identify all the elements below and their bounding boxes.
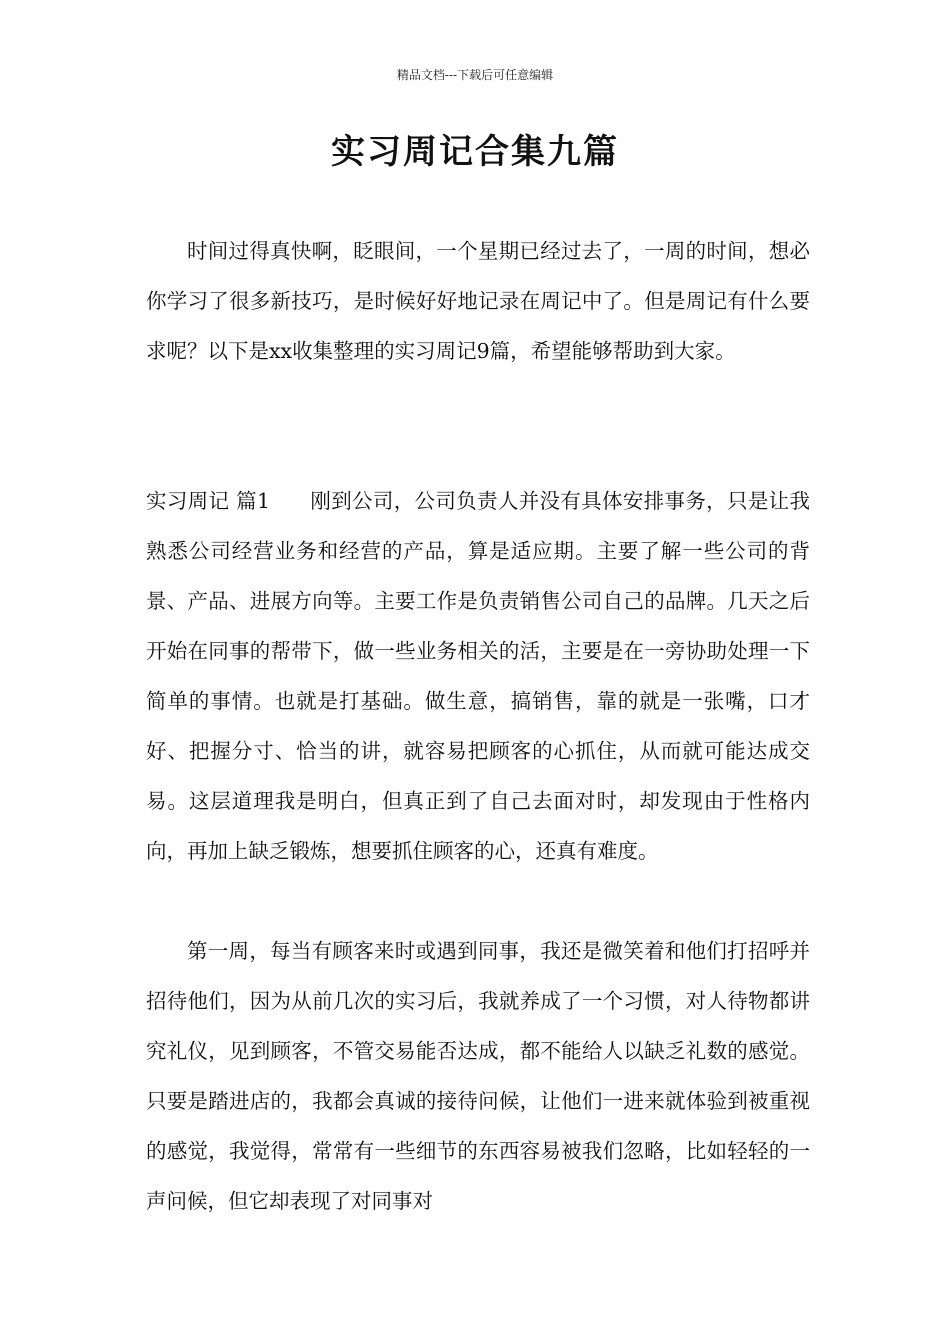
- header-note: 精品文档---下载后可任意编辑: [396, 68, 554, 82]
- document-title: 实习周记合集九篇: [331, 132, 619, 172]
- section-1-paragraph-1-text: 刚到公司，公司负责人并没有具体安排事务，只是让我熟悉公司经营业务和经营的产品，算是适应期。主要了解一些公司的背景、产品、进展方向等。主要工作是负责销售公司自己的品牌。几天之后开始在同事的帮带下，做一些业务相关的活，主要是在一旁协助处理一下简单的事情。也就是打基础。做生意，搞销售，靠的就是一张嘴，口才好、把握分寸、恰当的讲，就容易把顾客的心抓住，从而就可能达成交易。这层道理我是明白，但真正到了自己去面对时，却发现由于性格内向，再加上缺乏锻炼，想要抓住顾客的心，还真有难度。: [146, 489, 810, 863]
- intro-paragraph: 时间过得真快啊，眨眼间，一个星期已经过去了，一周的时间，想必你学习了很多新技巧，是时候好好地记录在周记中了。但是周记有什么要求呢？以下是xx收集整理的实习周记9篇，希望能够帮助到大家。: [146, 239, 810, 363]
- section-1-label: 实习周记 篇1: [146, 489, 271, 513]
- section-1-paragraph-2: 第一周，每当有顾客来时或遇到同事，我还是微笑着和他们打招呼并招待他们，因为从前几次的实习后，我就养成了一个习惯，对人待物都讲究礼仪，见到顾客，不管交易能否达成，都不能给人以缺乏礼数的感觉。只要是踏进店的，我都会真诚的接待问候，让他们一进来就体验到被重视的感觉，我觉得，常常有一些细节的东西容易被我们忽略，比如轻轻的一声问候，但它却表现了对同事对: [146, 939, 810, 1213]
- section-1-paragraph-1: [146, 476, 810, 876]
